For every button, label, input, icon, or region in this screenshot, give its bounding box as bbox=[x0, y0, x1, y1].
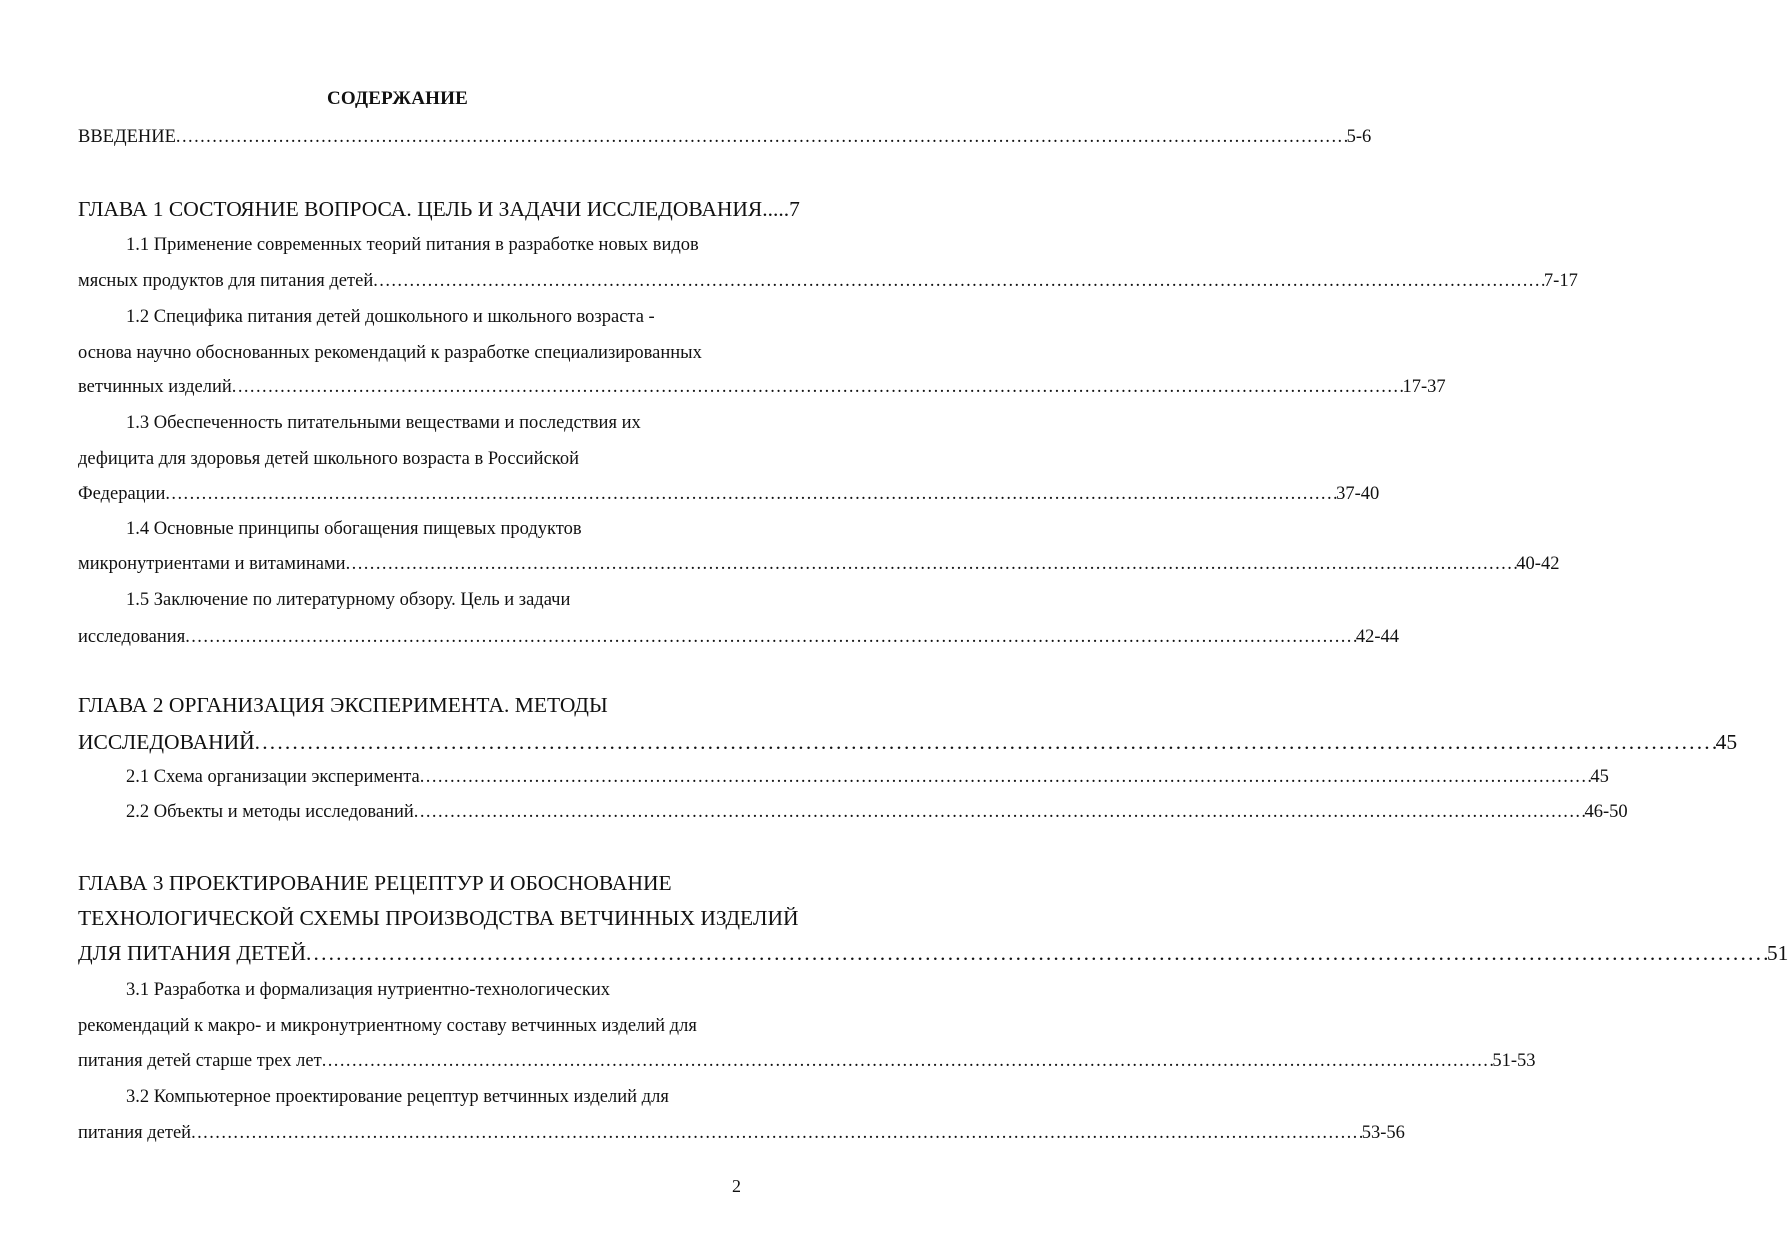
toc-section-1-2[interactable] bbox=[78, 374, 1446, 400]
toc-entry-text: ДЛЯ ПИТАНИЯ ДЕТЕЙ bbox=[78, 941, 306, 965]
toc-entry-text: Федерации bbox=[78, 484, 166, 504]
toc-section-1-3[interactable] bbox=[78, 481, 1380, 507]
toc-page-range: 45 bbox=[1590, 767, 1609, 787]
toc-section-1-2-line-1: 1.2 Специфика питания детей дошкольного и школьного возраста - bbox=[126, 307, 655, 327]
toc-section-1-5[interactable] bbox=[78, 624, 1400, 650]
toc-page-range: .....7 bbox=[762, 197, 800, 221]
toc-page-range: 46-50 bbox=[1584, 802, 1628, 822]
toc-entry-text: питания детей старше трех лет bbox=[78, 1051, 322, 1071]
toc-section-3-1[interactable] bbox=[78, 1048, 1536, 1074]
toc-entry-text: мясных продуктов для питания детей bbox=[78, 271, 374, 291]
toc-entry-text: ВВЕДЕНИЕ bbox=[78, 127, 176, 147]
toc-page-range: 51-53 bbox=[1492, 1051, 1536, 1071]
toc-section-1-3-line-1: 1.3 Обеспеченность питательными веществами и последствия их bbox=[126, 413, 641, 433]
toc-section-3-2[interactable] bbox=[78, 1120, 1405, 1146]
toc-section-1-2-line-2: основа научно обоснованных рекомендаций к разработке специализированных bbox=[78, 343, 702, 363]
toc-chapter-3[interactable] bbox=[78, 940, 1788, 966]
toc-chapter-1[interactable] bbox=[78, 196, 800, 222]
page-number: 2 bbox=[732, 1176, 741, 1196]
toc-entry-text: питания детей bbox=[78, 1123, 192, 1143]
toc-section-1-3-line-2: дефицита для здоровья детей школьного возраста в Российской bbox=[78, 449, 579, 469]
dot-leader bbox=[255, 729, 1716, 755]
toc-entry-text: 2.1 Схема организации эксперимента bbox=[126, 767, 420, 787]
dot-leader bbox=[373, 268, 1544, 294]
toc-page-range: 53-56 bbox=[1361, 1123, 1405, 1143]
toc-page-range: 51 bbox=[1766, 941, 1788, 965]
toc-section-3-2-line-1: 3.2 Компьютерное проектирование рецептур ветчинных изделий для bbox=[126, 1087, 669, 1107]
toc-entry-text: ИССЛЕДОВАНИЙ bbox=[78, 730, 255, 754]
dot-leader bbox=[232, 374, 1403, 400]
toc-page-range: 5-6 bbox=[1346, 127, 1372, 147]
toc-entry-text: 2.2 Объекты и методы исследований bbox=[126, 802, 414, 822]
toc-section-1-4[interactable] bbox=[78, 551, 1560, 577]
dot-leader bbox=[414, 799, 1585, 825]
toc-entry-text: исследования bbox=[78, 627, 186, 647]
chapter-heading: ГЛАВА 1 СОСТОЯНИЕ ВОПРОСА. ЦЕЛЬ И ЗАДАЧИ ИССЛЕДОВАНИЯ bbox=[78, 197, 763, 221]
toc-section-3-1-line-2: рекомендаций к макро- и микронутриентному составу ветчинных изделий для bbox=[78, 1016, 697, 1036]
dot-leader bbox=[165, 481, 1336, 507]
dot-leader bbox=[185, 624, 1356, 650]
toc-section-1-1[interactable] bbox=[78, 268, 1578, 294]
toc-page-range: 40-42 bbox=[1516, 554, 1560, 574]
toc-chapter-3-line-1: ГЛАВА 3 ПРОЕКТИРОВАНИЕ РЕЦЕПТУР И ОБОСНОВАНИЕ bbox=[78, 871, 672, 895]
page-title: СОДЕРЖАНИЕ bbox=[327, 88, 468, 109]
toc-entry-text: микронутриентами и витаминами bbox=[78, 554, 346, 574]
toc-section-2-1[interactable] bbox=[126, 764, 1609, 790]
dot-leader bbox=[322, 1048, 1493, 1074]
dot-leader bbox=[346, 551, 1517, 577]
toc-section-1-4-line-1: 1.4 Основные принципы обогащения пищевых продуктов bbox=[126, 519, 582, 539]
dot-leader bbox=[420, 764, 1591, 790]
toc-section-3-1-line-1: 3.1 Разработка и формализация нутриентно-технологических bbox=[126, 980, 610, 1000]
toc-section-2-2[interactable] bbox=[126, 799, 1628, 825]
toc-page-range: 7-17 bbox=[1543, 271, 1578, 291]
dot-leader bbox=[191, 1120, 1362, 1146]
toc-entry-introduction[interactable] bbox=[78, 124, 1372, 150]
toc-page-range: 42-44 bbox=[1355, 627, 1400, 647]
toc-section-1-5-line-1: 1.5 Заключение по литературному обзору. Цель и задачи bbox=[126, 590, 571, 610]
toc-chapter-2-line-1: ГЛАВА 2 ОРГАНИЗАЦИЯ ЭКСПЕРИМЕНТА. МЕТОДЫ bbox=[78, 693, 608, 717]
toc-section-1-1-line-1: 1.1 Применение современных теорий питания в разработке новых видов bbox=[126, 235, 699, 255]
dot-leader bbox=[306, 940, 1767, 966]
toc-entry-text: ветчинных изделий bbox=[78, 377, 232, 397]
toc-chapter-3-line-2: ТЕХНОЛОГИЧЕСКОЙ СХЕМЫ ПРОИЗВОДСТВА ВЕТЧИННЫХ ИЗДЕЛИЙ bbox=[78, 906, 799, 930]
toc-page-range: 17-37 bbox=[1402, 377, 1446, 397]
toc-page-range: 45 bbox=[1715, 730, 1738, 754]
dot-leader bbox=[176, 124, 1347, 150]
toc-chapter-2[interactable] bbox=[78, 729, 1738, 755]
toc-page-range: 37-40 bbox=[1336, 484, 1380, 504]
